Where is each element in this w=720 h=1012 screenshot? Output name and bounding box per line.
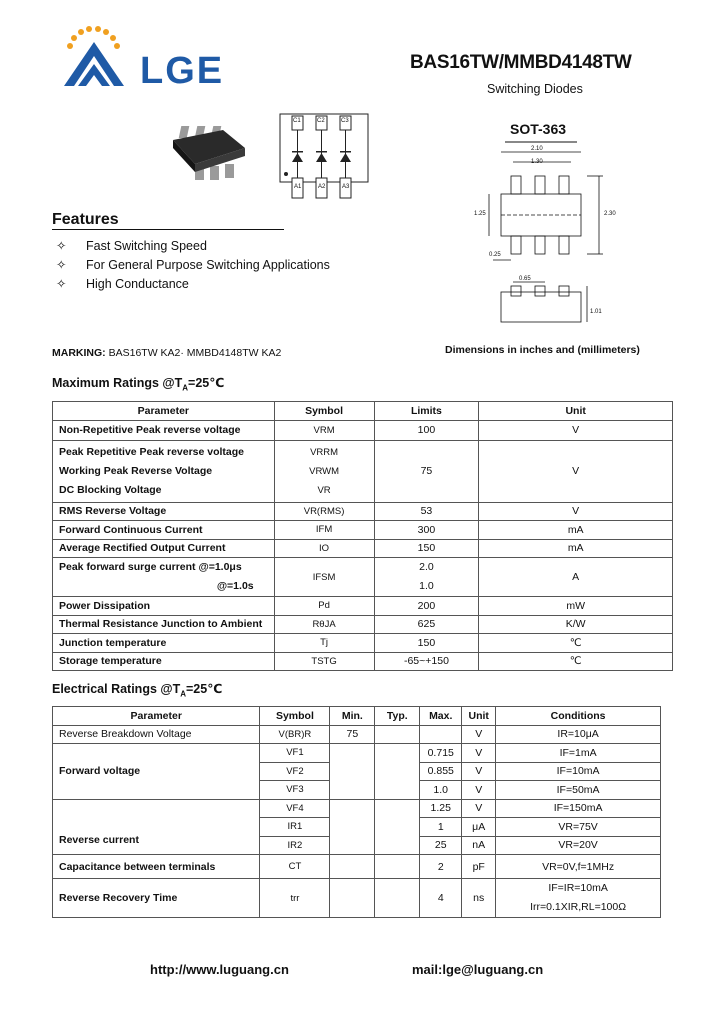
table-row: Junction temperature Tj 150 ℃ — [53, 634, 673, 653]
table-row: IR2 25 nA VR=20V — [53, 836, 661, 855]
table-row: Peak forward surge current @=1.0μs @=1.0s IFSM 2.0 1.0 A — [53, 558, 673, 597]
package-name: SOT-363 — [510, 121, 567, 137]
brand-name: LGE — [140, 50, 225, 92]
pin-label-a3: A3 — [342, 184, 350, 190]
table-row: Power Dissipation Pd 200 mW — [53, 597, 673, 616]
table-row: VF2 0.855 V IF=10mA — [53, 762, 661, 781]
email-link[interactable]: mail:lge@luguang.cn — [412, 962, 544, 977]
pin-label-c2: C2 — [317, 118, 325, 124]
star-bullet-icon: ✧ — [56, 238, 67, 253]
company-logo — [58, 26, 138, 92]
pin-label-c3: C3 — [341, 118, 349, 124]
dim-label-height: 1.25 — [474, 211, 486, 217]
dim-label-thickness: 1.01 — [590, 309, 602, 315]
table-row: VF3 1.0 V IF=50mA — [53, 781, 661, 800]
feature-item: ✧ High Conductance — [56, 276, 189, 291]
dim-label-pitch: 0.65 — [519, 276, 531, 282]
table-header-row: Parameter Symbol Min. Typ. Max. Unit Conditions — [53, 707, 661, 726]
table-row: Forward voltage VF1 0.715 V IF=1mA — [53, 744, 661, 763]
sot363-drawing — [483, 136, 623, 336]
table-row: IR1 1 μA VR=75V — [53, 818, 661, 837]
features-title: Features — [52, 211, 119, 228]
max-ratings-title: Maximum Ratings $@T_A=25℃$ — [52, 376, 225, 393]
dim-label-body: 1.30 — [531, 159, 543, 165]
dim-label-width: 2.10 — [531, 146, 543, 152]
table-row: Peak Repetitive Peak reverse voltage Working Peak Reverse Voltage DC Blocking Voltage VRRM VRWM VR 75 V — [53, 440, 673, 502]
part-subtitle: Switching Diodes — [487, 82, 583, 96]
table-row: Forward Continuous Current IFM 300 mA — [53, 521, 673, 540]
pin-label-a2: A2 — [318, 184, 326, 190]
feature-item: ✧ For General Purpose Switching Applications — [56, 257, 330, 272]
table-row: RMS Reverse Voltage VR(RMS) 53 V — [53, 502, 673, 521]
table-row: Thermal Resistance Junction to Ambient RθJA 625 K/W — [53, 615, 673, 634]
star-bullet-icon: ✧ — [56, 257, 67, 272]
table-row: Reverse current VF4 1.25 V IF=150mA — [53, 799, 661, 818]
package-photo — [165, 118, 250, 193]
website-link[interactable]: http://www.luguang.cn — [150, 962, 289, 977]
star-bullet-icon: ✧ — [56, 276, 67, 291]
marking-line: MARKING: BAS16TW KA2· MMBD4148TW KA2 — [52, 347, 282, 359]
dim-label-overall: 2.30 — [604, 211, 616, 217]
table-row: Non-Repetitive Peak reverse voltage VRM 100 V — [53, 420, 673, 440]
elec-ratings-title: Electrical Ratings $@T_A=25℃$ — [52, 682, 223, 699]
logo-mark-icon — [58, 26, 138, 92]
table-row: Average Rectified Output Current IO 150 mA — [53, 539, 673, 558]
dim-label-lead: 0.25 — [489, 252, 501, 258]
part-number-title: BAS16TW/MMBD4148TW — [410, 52, 632, 73]
features-underline — [52, 229, 284, 230]
pin-label-c1: C1 — [293, 118, 301, 124]
pin-label-a1: A1 — [294, 184, 302, 190]
dimensions-caption: Dimensions in inches and (millimeters) — [445, 344, 640, 356]
table-header-row: Parameter Symbol Limits Unit — [53, 402, 673, 421]
elec-ratings-table — [52, 706, 661, 918]
feature-item: ✧ Fast Switching Speed — [56, 238, 207, 253]
table-row: Capacitance between terminals CT 2 pF VR=0V,f=1MHz — [53, 855, 661, 879]
max-ratings-table — [52, 401, 673, 671]
table-row: Storage temperature TSTG -65~+150 ℃ — [53, 652, 673, 671]
table-row: Reverse Breakdown Voltage V(BR)R 75 V IR=10μA — [53, 725, 661, 744]
table-row: Reverse Recovery Time trr 4 ns IF=IR=10mA Irr=0.1XIR,RL=100Ω — [53, 879, 661, 918]
